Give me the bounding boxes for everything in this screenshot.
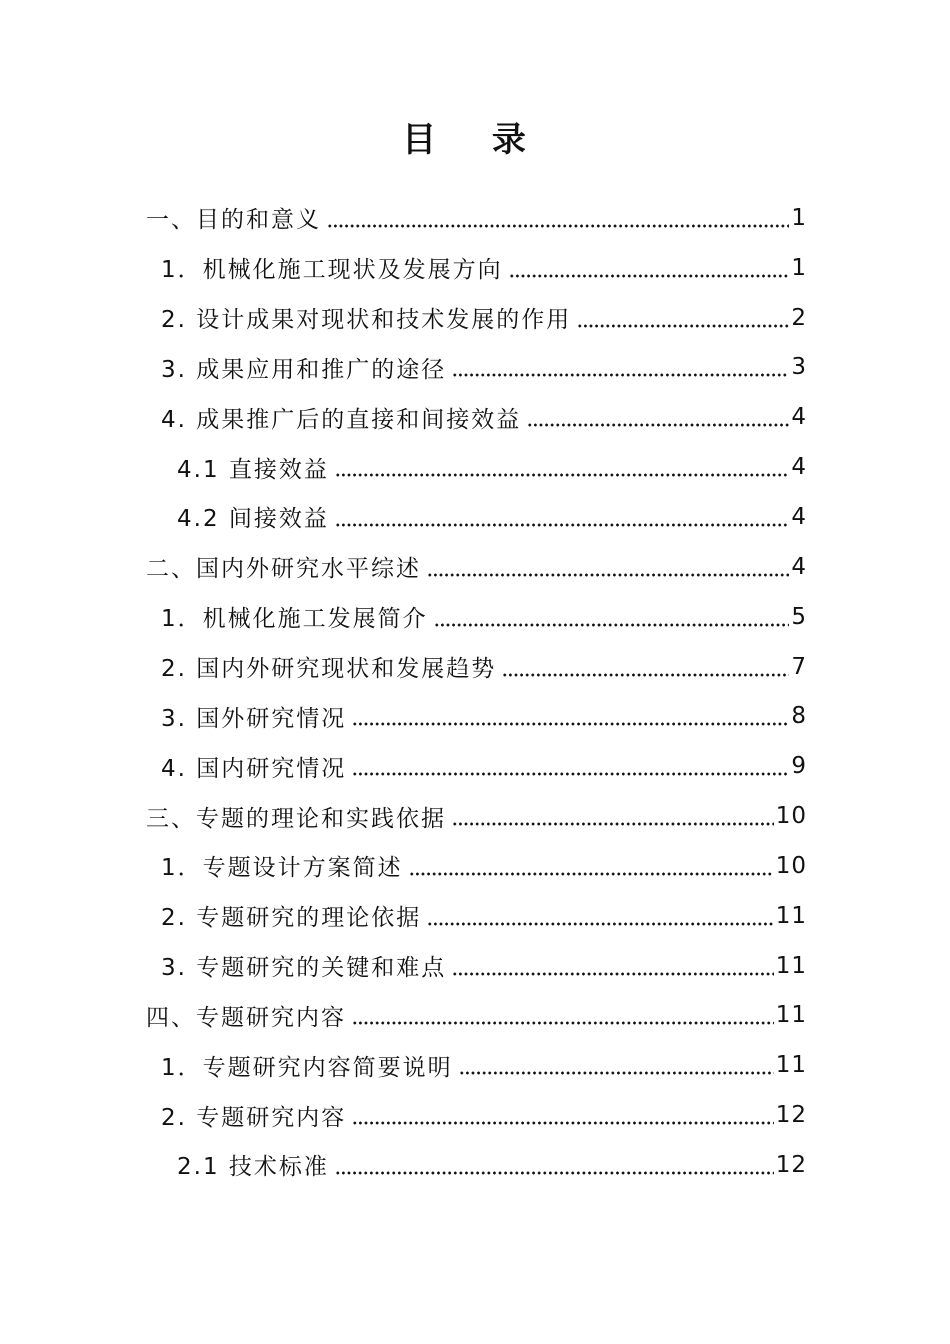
toc-entry-title: 3. 专题研究的关键和难点 <box>161 955 447 982</box>
toc-entry[interactable] <box>0 542 950 592</box>
toc-page-number: 11 <box>775 902 807 929</box>
toc-page-number: 9 <box>791 753 807 780</box>
toc-entry-title: 四、专题研究内容 <box>146 1004 346 1031</box>
toc-entry-title: 4.2 间接效益 <box>177 506 329 533</box>
dot-leader <box>352 772 789 776</box>
toc-list <box>0 193 950 1190</box>
dot-leader <box>352 1121 773 1125</box>
toc-page-number: 4 <box>791 553 807 580</box>
toc-page-number: 1 <box>791 254 807 281</box>
toc-entry-title: 三、专题的理论和实践依据 <box>146 805 446 832</box>
toc-entry[interactable] <box>0 442 950 492</box>
toc-entry-title: 4. 国内研究情况 <box>161 755 347 782</box>
toc-title: 目 录 <box>402 120 548 160</box>
toc-entry-title: 4.1 直接效益 <box>177 456 329 483</box>
dot-leader <box>409 872 774 876</box>
dot-leader <box>427 922 773 926</box>
dot-leader <box>352 1021 774 1025</box>
dot-leader <box>452 972 773 976</box>
toc-entry[interactable] <box>0 193 950 243</box>
toc-page-number: 8 <box>791 703 807 730</box>
toc-page-number: 5 <box>791 603 807 630</box>
dot-leader <box>434 623 790 627</box>
toc-page-number: 4 <box>791 454 807 481</box>
toc-page-number: 4 <box>791 404 807 431</box>
dot-leader <box>459 1071 774 1075</box>
toc-page-number: 2 <box>791 304 807 331</box>
toc-entry[interactable] <box>0 243 950 293</box>
dot-leader <box>335 473 789 477</box>
toc-page-number: 1 <box>791 204 807 231</box>
toc-entry-title: 二、国内外研究水平综述 <box>146 556 421 583</box>
toc-page-number: 10 <box>775 803 807 830</box>
toc-entry-title: 一、目的和意义 <box>146 207 321 234</box>
dot-leader <box>452 822 774 826</box>
dot-leader <box>427 573 789 577</box>
toc-page-number: 11 <box>775 1002 807 1029</box>
toc-entry[interactable] <box>0 592 950 642</box>
toc-entry[interactable] <box>0 691 950 741</box>
toc-entry-title: 2. 专题研究内容 <box>161 1104 347 1131</box>
toc-entry-title: 1．机械化施工现状及发展方向 <box>161 257 503 284</box>
toc-entry[interactable] <box>0 1090 950 1140</box>
toc-entry-title: 4. 成果推广后的直接和间接效益 <box>161 406 522 433</box>
dot-leader <box>335 523 789 527</box>
toc-entry-title: 3. 国外研究情况 <box>161 705 347 732</box>
toc-entry[interactable] <box>0 293 950 343</box>
dot-leader <box>577 324 789 328</box>
toc-page-number: 10 <box>775 852 807 879</box>
toc-entry[interactable] <box>0 741 950 791</box>
toc-entry[interactable] <box>0 941 950 991</box>
dot-leader <box>327 224 789 228</box>
dot-leader <box>527 423 789 427</box>
toc-page-number: 12 <box>775 1102 807 1129</box>
toc-entry[interactable] <box>0 891 950 941</box>
dot-leader <box>502 673 789 677</box>
toc-entry[interactable] <box>0 991 950 1041</box>
toc-entry-title: 2. 国内外研究现状和发展趋势 <box>161 656 497 683</box>
toc-entry-title: 1．专题研究内容简要说明 <box>161 1054 453 1081</box>
toc-entry-title: 2. 专题研究的理论依据 <box>161 905 422 932</box>
toc-entry[interactable] <box>0 841 950 891</box>
toc-entry[interactable] <box>0 392 950 442</box>
dot-leader <box>452 373 789 377</box>
toc-entry-title: 2. 设计成果对现状和技术发展的作用 <box>161 307 572 334</box>
toc-page-number: 11 <box>775 952 807 979</box>
toc-entry[interactable] <box>0 642 950 692</box>
toc-page-number: 4 <box>791 503 807 530</box>
dot-leader <box>352 722 789 726</box>
toc-page-number: 11 <box>775 1052 807 1079</box>
toc-entry-title: 2.1 技术标准 <box>177 1154 329 1181</box>
dot-leader <box>335 1171 774 1175</box>
dot-leader <box>509 274 790 278</box>
toc-page-number: 3 <box>791 354 807 381</box>
toc-entry[interactable] <box>0 791 950 841</box>
toc-entry[interactable] <box>0 492 950 542</box>
toc-page-number: 7 <box>791 653 807 680</box>
toc-entry-title: 3. 成果应用和推广的途径 <box>161 356 447 383</box>
toc-entry-title: 1．专题设计方案简述 <box>161 855 403 882</box>
toc-page-number: 12 <box>775 1151 807 1178</box>
toc-entry[interactable] <box>0 1040 950 1090</box>
toc-entry[interactable] <box>0 343 950 393</box>
toc-entry[interactable] <box>0 1140 950 1190</box>
toc-entry-title: 1．机械化施工发展简介 <box>161 606 428 633</box>
